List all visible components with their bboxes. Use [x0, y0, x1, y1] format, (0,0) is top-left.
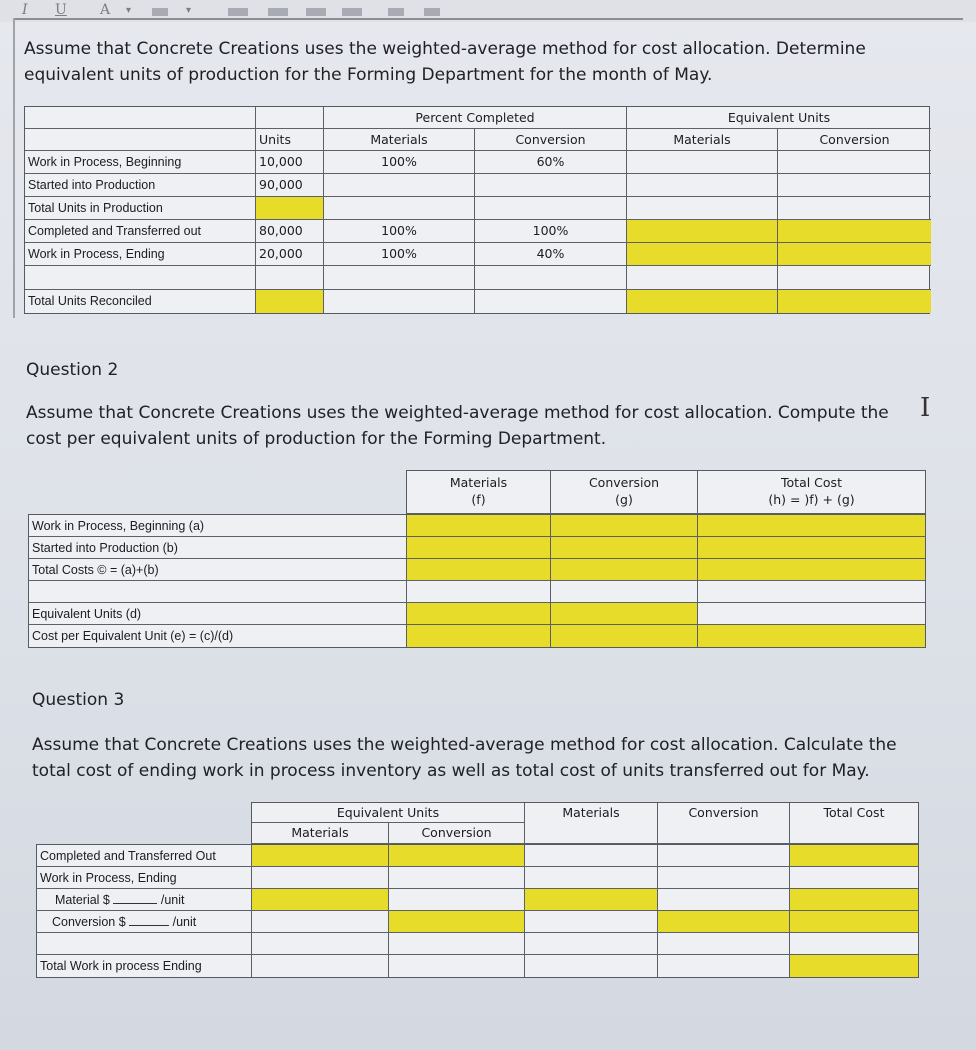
units-header: Units [256, 129, 324, 151]
materials-col-title: Materials [449, 475, 508, 490]
row-label: Equivalent Units (d) [29, 603, 407, 625]
eu-conversion-cell[interactable] [389, 933, 525, 955]
conversion-eu-input[interactable] [778, 220, 931, 243]
row-label: Total Units Reconciled [25, 290, 256, 313]
align-justify-icon[interactable] [342, 8, 362, 16]
units-reconciled-input[interactable] [256, 290, 324, 313]
total-cost-input[interactable] [790, 845, 918, 867]
total-cost-header: Total Cost [790, 803, 918, 844]
equivalent-units-header: Equivalent Units [252, 803, 525, 823]
row-label: Completed and Transferred out [25, 220, 256, 243]
editor-left-border [13, 18, 15, 318]
question-3-heading: Question 3 [32, 690, 125, 710]
conversion-header: Conversion [658, 803, 790, 844]
materials-eu-cell[interactable] [627, 174, 778, 197]
total-cost-input[interactable] [790, 911, 918, 933]
materials-pct-header: Materials [324, 129, 475, 151]
materials-cost-input[interactable] [407, 559, 551, 581]
materials-cost-input[interactable] [407, 515, 551, 537]
material-rate-text: Material $ [55, 893, 110, 907]
eu-conversion-cell[interactable] [389, 955, 525, 977]
eu-conversion-cell[interactable] [389, 889, 525, 911]
units-cell: 80,000 [256, 220, 324, 243]
conversion-eu-input[interactable] [778, 290, 931, 313]
highlight-arrow-icon[interactable]: ▾ [186, 5, 192, 16]
conversion-rate-label [37, 911, 252, 933]
conversion-pct-cell [475, 266, 627, 290]
eu-conversion-input[interactable] [389, 845, 525, 867]
total-cell[interactable] [698, 581, 925, 603]
wip-table-header [251, 802, 919, 844]
eu-conversion-input[interactable] [389, 911, 525, 933]
eu-materials-cell[interactable] [252, 955, 389, 977]
align-right-icon[interactable] [306, 8, 326, 16]
row-label: Work in Process, Beginning [25, 151, 256, 174]
header-blank [256, 107, 324, 129]
row-label: Total Costs © = (a)+(b) [29, 559, 407, 581]
materials-col-sub: (f) [471, 492, 486, 507]
materials-cell[interactable] [525, 933, 658, 955]
total-cost-col-header [698, 471, 925, 514]
conversion-cell[interactable] [658, 933, 790, 955]
conversion-cpeu-input[interactable] [551, 625, 698, 647]
materials-eu-cell[interactable] [627, 151, 778, 174]
conversion-pct-cell [475, 290, 627, 313]
conversion-cell[interactable] [658, 955, 790, 977]
total-cell[interactable] [698, 603, 925, 625]
conversion-eu-header: Conversion [778, 129, 931, 151]
materials-cell[interactable] [525, 867, 658, 889]
total-cost-col-title: Total Cost [781, 475, 842, 490]
bullet-list-icon[interactable] [424, 8, 440, 16]
materials-cell[interactable] [525, 955, 658, 977]
conversion-eu-cell[interactable] [778, 174, 931, 197]
question-3-line-2: total cost of ending work in process inventory as well as total cost of units transferred out for May. [32, 761, 870, 781]
row-label: Work in Process, Ending [25, 243, 256, 266]
font-color-button[interactable]: A [100, 2, 111, 18]
percent-completed-header: Percent Completed [324, 107, 627, 129]
materials-eu-cell[interactable] [627, 266, 778, 290]
text-cursor-icon: I [920, 393, 931, 423]
total-wip-input[interactable] [790, 955, 918, 977]
materials-pct-cell [324, 266, 475, 290]
materials-eu-cell[interactable] [627, 197, 778, 220]
total-cost-input[interactable] [698, 515, 925, 537]
conversion-pct-header: Conversion [475, 129, 627, 151]
conversion-eu-input[interactable] [551, 603, 698, 625]
eu-materials-header: Materials [252, 823, 389, 844]
highlight-icon[interactable] [152, 8, 168, 16]
row-label: Completed and Transferred Out [37, 845, 252, 867]
materials-eu-input[interactable] [627, 243, 778, 266]
font-color-arrow-icon[interactable]: ▾ [126, 5, 132, 16]
total-cost-cell[interactable] [790, 933, 918, 955]
conversion-eu-input[interactable] [778, 243, 931, 266]
align-center-icon[interactable] [268, 8, 288, 16]
row-label: Started into Production [25, 174, 256, 197]
conversion-pct-cell: 60% [475, 151, 627, 174]
question-3-line-1: Assume that Concrete Creations uses the weighted-average method for cost allocation. Calculate the [32, 735, 897, 755]
eu-conversion-header: Conversion [389, 823, 525, 844]
unit-suffix: /unit [172, 915, 197, 929]
conversion-pct-cell: 40% [475, 243, 627, 266]
total-cost-input[interactable] [790, 889, 918, 911]
question-2-text [26, 400, 889, 452]
conversion-cost-input[interactable] [551, 559, 698, 581]
materials-pct-cell [324, 174, 475, 197]
total-cpeu-input[interactable] [698, 625, 925, 647]
question-1-text [24, 36, 866, 88]
total-cost-col-sub: (h) = )f) + (g) [768, 492, 855, 507]
eu-materials-input[interactable] [252, 845, 389, 867]
conversion-rate-text: Conversion $ [52, 915, 126, 929]
materials-pct-cell [324, 290, 475, 313]
materials-header: Materials [525, 803, 658, 844]
row-label: Work in Process, Ending [37, 867, 252, 889]
italic-button[interactable]: I [22, 2, 28, 18]
conversion-cell[interactable] [551, 581, 698, 603]
conversion-eu-cell[interactable] [778, 151, 931, 174]
materials-col-header [407, 471, 551, 514]
conversion-eu-cell[interactable] [778, 266, 931, 290]
row-label [25, 266, 256, 290]
conversion-cost-input[interactable] [551, 515, 698, 537]
units-cell: 10,000 [256, 151, 324, 174]
materials-eu-header: Materials [627, 129, 778, 151]
total-units-input[interactable] [256, 197, 324, 220]
align-left-icon[interactable] [228, 8, 248, 16]
eu-materials-cell[interactable] [252, 867, 389, 889]
cost-table-header [406, 470, 926, 514]
question-1-line-2: equivalent units of production for the Forming Department for the month of May. [24, 65, 713, 85]
row-label: Total Work in process Ending [37, 955, 252, 977]
row-label [29, 581, 407, 603]
total-cost-input[interactable] [698, 537, 925, 559]
materials-pct-cell [324, 197, 475, 220]
editor-top-border [13, 18, 963, 20]
conversion-pct-cell: 100% [475, 220, 627, 243]
question-3-text [32, 732, 897, 784]
row-label: Work in Process, Beginning (a) [29, 515, 407, 537]
eu-materials-input[interactable] [252, 889, 389, 911]
materials-cell[interactable] [525, 845, 658, 867]
conversion-col-title: Conversion [588, 475, 660, 490]
materials-cost-input[interactable] [525, 889, 658, 911]
conversion-cost-input[interactable] [551, 537, 698, 559]
conversion-cell[interactable] [658, 889, 790, 911]
materials-pct-cell: 100% [324, 151, 475, 174]
question-2-heading: Question 2 [26, 360, 119, 380]
cost-per-eu-table [28, 514, 926, 648]
row-label [37, 933, 252, 955]
material-rate-blank[interactable] [113, 891, 157, 904]
numbered-list-icon[interactable] [388, 8, 404, 16]
conversion-rate-blank[interactable] [129, 913, 169, 926]
equivalent-units-header: Equivalent Units [627, 107, 931, 129]
underline-button[interactable]: U [55, 2, 67, 18]
materials-pct-cell: 100% [324, 243, 475, 266]
materials-cell[interactable] [407, 581, 551, 603]
question-2-line-1: Assume that Concrete Creations uses the weighted-average method for cost allocation. Compute the [26, 403, 889, 423]
question-2-line-2: cost per equivalent units of production for the Forming Department. [26, 429, 607, 449]
header-blank [25, 107, 256, 129]
materials-pct-cell: 100% [324, 220, 475, 243]
row-label: Cost per Equivalent Unit (e) = (c)/(d) [29, 625, 407, 647]
conversion-cell[interactable] [658, 867, 790, 889]
conversion-cell[interactable] [658, 845, 790, 867]
conversion-col-sub: (g) [615, 492, 633, 507]
units-cell: 90,000 [256, 174, 324, 197]
row-label: Total Units in Production [25, 197, 256, 220]
conversion-pct-cell [475, 197, 627, 220]
total-cost-cell[interactable] [790, 867, 918, 889]
row-label: Started into Production (b) [29, 537, 407, 559]
eu-conversion-cell[interactable] [389, 867, 525, 889]
materials-eu-input[interactable] [627, 220, 778, 243]
question-1-line-1: Assume that Concrete Creations uses the weighted-average method for cost allocation. Determine [24, 39, 866, 59]
wip-cost-table [36, 844, 919, 978]
equivalent-units-table [24, 106, 930, 314]
materials-cpeu-input[interactable] [407, 625, 551, 647]
conversion-eu-cell[interactable] [778, 197, 931, 220]
conversion-col-header [551, 471, 698, 514]
materials-cost-input[interactable] [407, 537, 551, 559]
eu-materials-cell[interactable] [252, 933, 389, 955]
eu-materials-cell[interactable] [252, 911, 389, 933]
conversion-pct-cell [475, 174, 627, 197]
units-cell: 20,000 [256, 243, 324, 266]
units-cell [256, 266, 324, 290]
materials-cell[interactable] [525, 911, 658, 933]
materials-eu-input[interactable] [407, 603, 551, 625]
unit-suffix: /unit [160, 893, 185, 907]
material-rate-label [37, 889, 252, 911]
total-cost-input[interactable] [698, 559, 925, 581]
header-blank [25, 129, 256, 151]
conversion-cost-input[interactable] [658, 911, 790, 933]
materials-eu-input[interactable] [627, 290, 778, 313]
